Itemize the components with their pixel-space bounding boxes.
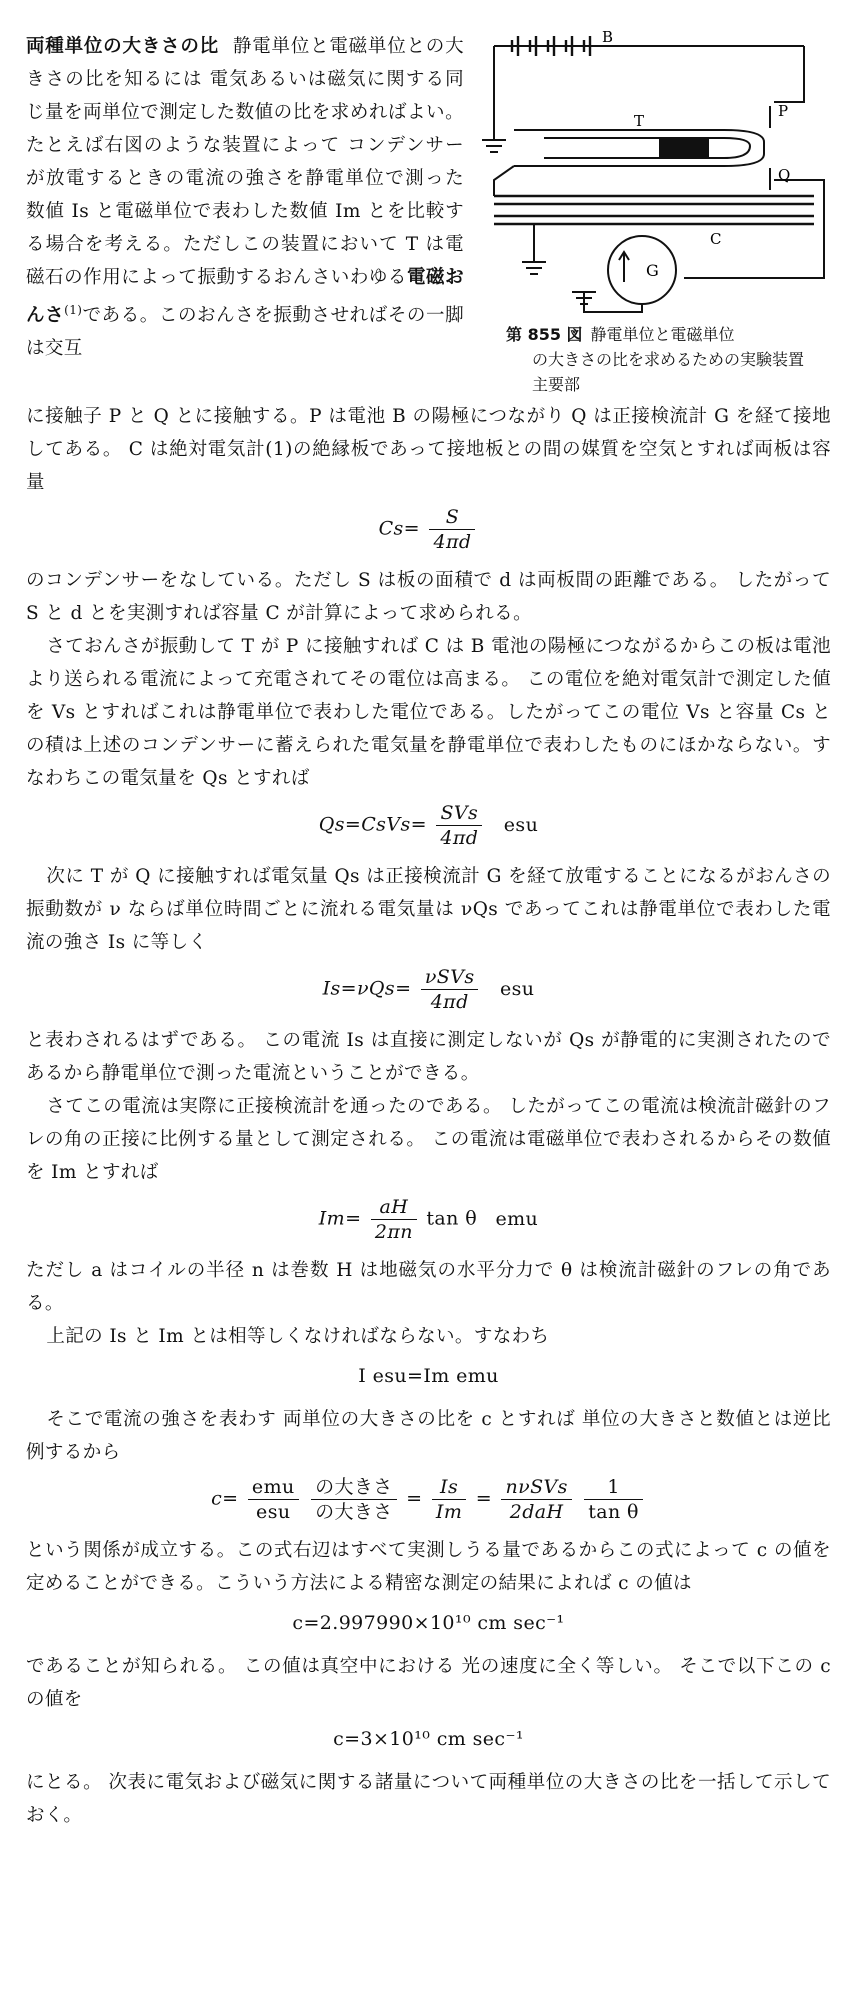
eq-qs-den: 4πd	[440, 827, 479, 849]
equation-is	[26, 965, 831, 1014]
intro-footnote-mark: (1)	[64, 303, 83, 317]
eq-c-f2-den: の大きさ	[315, 1501, 393, 1523]
paragraph-7: ただし a はコイルの半径 n は巻数 H は地磁気の水平分力で θ は検流計磁針のフレの角である。	[26, 1260, 831, 1314]
eq-is-unit: esu	[499, 977, 535, 1000]
equation-i-equal: I esu=Im emu	[358, 1365, 499, 1387]
eq-c-f4-num: nνSVs	[501, 1475, 571, 1500]
eq-c-equals-2: =	[475, 1487, 493, 1510]
paragraph-10: という関係が成立する。この式右辺はすべて実測しうる量であるからこの式によって c の値を定めることができる。こういう方法による精密な測定の結果によれば c の値は	[26, 1540, 831, 1594]
eq-c-f3-den: Im	[435, 1501, 463, 1523]
fork-to-plate-wire	[494, 166, 514, 196]
eq-c-tan-fraction	[584, 1475, 643, 1524]
upper-plate	[494, 196, 814, 204]
eq-qs-num: SVs	[436, 801, 482, 826]
paragraph-11: であることが知られる。 この値は真空中における 光の速度に全く等しい。 そこで以下この c の値を	[26, 1656, 831, 1710]
lower-plate	[494, 216, 814, 224]
paragraph-2: のコンデンサーをなしている。ただし S は板の面積で d は両板間の距離である。 したがって S と d とを実測すれば容量 C が計算によって求められる。	[26, 570, 831, 624]
equation-c-value: c=2.997990×10¹⁰ cm sec⁻¹	[292, 1612, 565, 1634]
eq-c-measure-fraction	[501, 1475, 571, 1524]
eq-is-num: νSVs	[421, 965, 479, 990]
eq-c-units-fraction	[248, 1475, 299, 1524]
intro-tail: である。このおんさを振動させればその一脚は交互	[26, 305, 464, 360]
equation-qs	[26, 801, 831, 850]
left-ground-symbol	[482, 140, 506, 152]
eq-c-equals-1: =	[406, 1487, 423, 1510]
apparatus-diagram	[474, 30, 834, 320]
caption-line-2: の大きさの比を求めるための実験装置主要部	[532, 350, 805, 394]
equation-c	[26, 1475, 831, 1524]
plate-ground-symbol	[522, 262, 546, 274]
eq-im-unit: emu	[495, 1207, 539, 1230]
eq-c-f1-den: esu	[256, 1501, 291, 1523]
label-q: Q	[778, 166, 791, 184]
eq-cs-lhs: Cs=	[378, 517, 420, 540]
paragraph-8: 上記の Is と Im とは相等しくなければならない。すなわち	[46, 1326, 550, 1347]
label-p: P	[778, 102, 789, 120]
eq-is-lhs: Is=νQs=	[322, 977, 412, 1000]
eq-qs-lhs: Qs=CsVs=	[318, 813, 427, 836]
intro-bold-term: 電磁おんさ	[26, 267, 464, 327]
equation-c-final: c=3×10¹⁰ cm sec⁻¹	[333, 1728, 524, 1750]
galvanometer	[608, 236, 676, 304]
eq-c-f2-num: の大きさ	[311, 1475, 397, 1500]
eq-im-fraction	[371, 1195, 417, 1244]
caption-line-1: 静電単位と電磁単位	[590, 325, 735, 344]
eq-c-f1-num: emu	[248, 1475, 299, 1500]
label-c: C	[710, 230, 722, 248]
equation-cs	[26, 505, 831, 554]
fork-inner	[544, 138, 750, 158]
paragraph-4: 次に T が Q に接触すれば電気量 Qs は正接検流計 G を経て放電することになるがおんさの振動数が ν ならば単位時間ごとに流れる電気量は νQs であってこれは静電単位で表わした電流の強さ Is に等しく	[26, 866, 831, 953]
eq-im-den: 2πn	[374, 1221, 413, 1243]
eq-c-f4-den: 2daH	[509, 1501, 564, 1523]
galvanometer-needle	[619, 252, 629, 282]
figure-caption	[506, 322, 806, 397]
top-block	[26, 30, 831, 400]
eq-c-f3-num: Is	[432, 1475, 466, 1500]
eq-c-lhs: c=	[211, 1487, 239, 1510]
figure-855	[474, 30, 834, 397]
paragraph-1: に接触子 P と Q とに接触する。P は電池 B の陽極につながり Q は正接検流計 G を経て接地してある。 C は絶対電気計(1)の絶縁板であって接地板との間の媒質を空気とすれば両板は容量	[26, 406, 831, 493]
eq-is-den: 4πd	[430, 991, 469, 1013]
label-t: T	[634, 112, 645, 130]
page	[26, 30, 831, 1832]
paragraph-12: にとる。 次表に電気および磁気に関する諸量について両種単位の大きさの比を一括して示しておく。	[26, 1772, 831, 1826]
paragraph-6: さてこの電流は実際に正接検流計を通ったのである。 したがってこの電流は検流計磁針のフレの角の正接に比例する量として測定される。 この電流は電磁単位で表わされるからその数値を Im とすれば	[26, 1096, 831, 1183]
eq-qs-unit: esu	[503, 813, 539, 836]
paragraph-5: と表わされるはずである。 この電流 Is は直接に測定しないが Qs が静電的に実測されたのであるから静電単位で測った電流ということができる。	[26, 1030, 831, 1084]
eq-im-rhs: tan θ	[426, 1207, 478, 1230]
caption-number: 第 855 図	[506, 325, 583, 344]
paragraph-3: さておんさが振動して T が P に接触すれば C は B 電池の陽極につながるからこの板は電池より送られる電流によって充電されてその電位は高まる。 この電位を絶対電気計で測定した値を Vs とすればこれは静電単位で表わした電位である。したがってこの電位 Vs と容量 Cs との積は上述のコンデンサーに蓄えられた電気量を静電単位で表わしたものにほかならない。すなわちこの電気量を Qs とすれば	[26, 636, 831, 789]
electromagnet	[660, 140, 708, 158]
eq-im-lhs: Im=	[318, 1207, 362, 1230]
eq-qs-fraction	[436, 801, 482, 850]
eq-c-f5-num: 1	[584, 1475, 643, 1500]
eq-is-fraction	[421, 965, 479, 1014]
eq-cs-den: 4πd	[433, 531, 472, 553]
eq-c-size-fraction	[311, 1475, 397, 1524]
paragraph-9: そこで電流の強さを表わす 両単位の大きさの比を c とすれば 単位の大きさと数値とは逆比例するから	[26, 1409, 831, 1463]
eq-im-num: aH	[371, 1195, 417, 1220]
intro-paragraph	[26, 30, 464, 365]
label-g: G	[646, 261, 659, 280]
section-heading: 両種単位の大きさの比	[26, 36, 219, 57]
eq-cs-fraction	[429, 505, 475, 554]
equation-im	[26, 1195, 831, 1244]
eq-cs-num: S	[429, 505, 475, 530]
p-wire	[774, 46, 804, 102]
intro-text: 静電単位と電磁単位との大きさの比を知るには 電気あるいは磁気に関する同じ量を両単位で測定した数値の比を求めればよい。たとえば右図のような装置によって コンデンサーが放電するときの電流の強さを静電単位で測った 数値 Is と電磁単位で表わした数値 Im とを比較する場合を考える。ただしこの装置において T は電磁石の作用によって振動するおんさいわゆる	[26, 36, 464, 288]
tuning-fork	[514, 130, 764, 166]
eq-c-current-fraction	[432, 1475, 466, 1524]
label-b: B	[602, 30, 614, 46]
body-text	[26, 400, 831, 1832]
eq-c-f5-den: tan θ	[588, 1501, 639, 1523]
